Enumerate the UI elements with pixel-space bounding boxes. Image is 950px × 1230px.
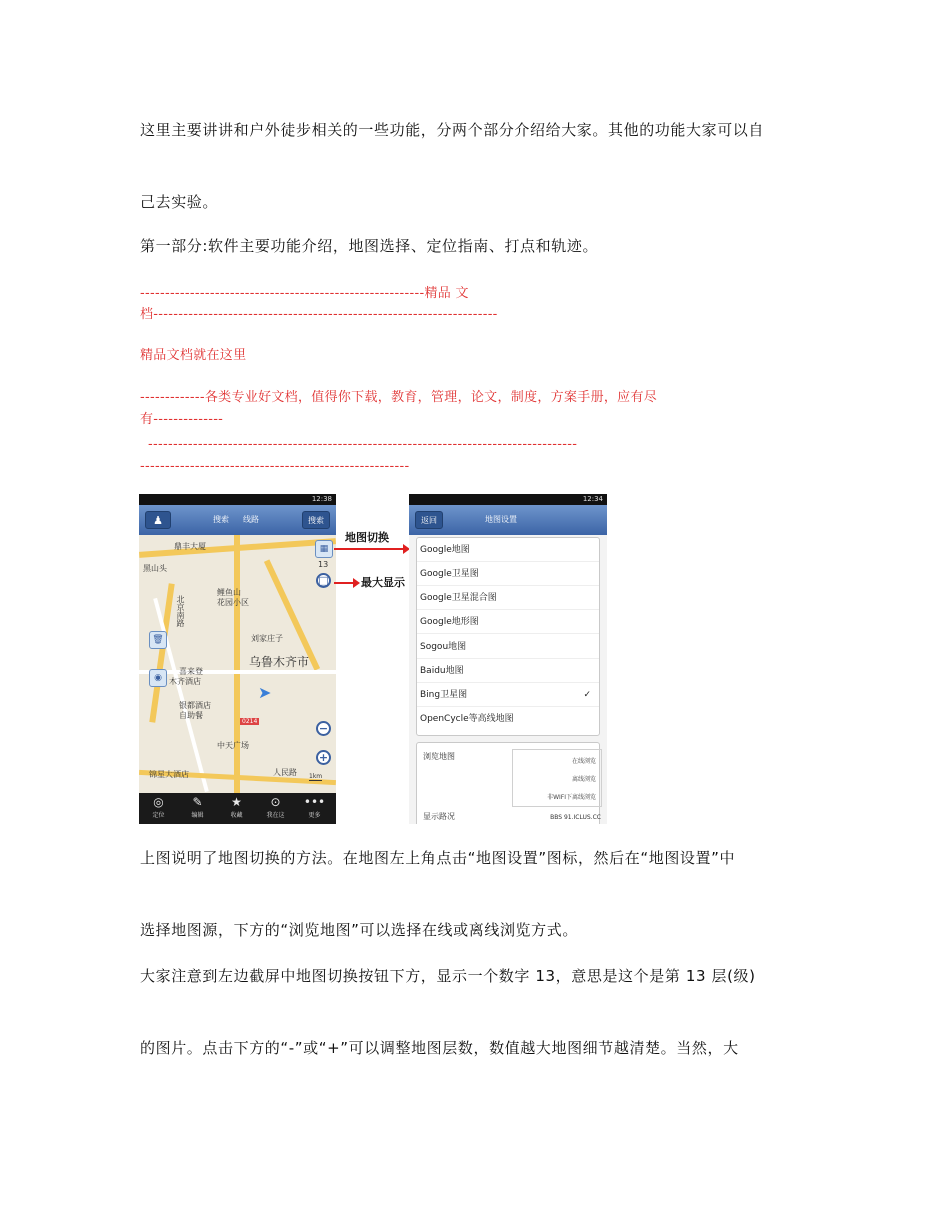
paragraph-3: 第一部分:软件主要功能介绍，地图选择、定位指南、打点和轨迹。 bbox=[140, 237, 599, 255]
road-shield: 0214 bbox=[242, 718, 258, 725]
paragraph-5: 选择地图源，下方的“浏览地图”可以选择在线或离线浏览方式。 bbox=[140, 921, 578, 939]
watermark: BBS 91.ICLUS.CC bbox=[550, 814, 601, 821]
paragraph-2: 己去实验。 bbox=[140, 193, 219, 211]
paragraph-1: 这里主要讲讲和户外徒步相关的一些功能，分两个部分介绍给大家。其他的功能大家可以自 bbox=[140, 121, 765, 139]
browse-options bbox=[512, 749, 602, 807]
road bbox=[139, 670, 336, 674]
bottom-edit[interactable]: ✎ 编辑 bbox=[178, 793, 217, 824]
arrow-icon bbox=[334, 582, 354, 584]
star-icon: ★ bbox=[231, 795, 242, 809]
banner-line-4: -------------各类专业好文档，值得你下载，教育，管理，论文，制度，方案手册，应有尽 bbox=[140, 390, 658, 405]
list-item[interactable]: Google地形图 bbox=[417, 610, 599, 634]
position-arrow-icon: ➤ bbox=[258, 683, 272, 702]
list-item[interactable]: Sogou地图 bbox=[417, 635, 599, 659]
paragraph-6: 大家注意到左边截屏中地图切换按钮下方，显示一个数字 13，意思是这个是第 13 层(级) bbox=[140, 967, 756, 985]
bottom-i-am-here[interactable]: ⊙ 我在这 bbox=[256, 793, 295, 824]
page-title: 地图设置 bbox=[485, 515, 517, 524]
bottom-favorite[interactable]: ★ 收藏 bbox=[217, 793, 256, 824]
map-label: 北京南路 bbox=[176, 595, 185, 627]
zoom-out-icon[interactable]: − bbox=[316, 721, 331, 736]
list-item[interactable]: Google卫星混合图 bbox=[417, 586, 599, 610]
banner-line-6: -------------------------------------------------------------------------------------- bbox=[148, 437, 578, 452]
map-label: 人民路 bbox=[273, 768, 297, 777]
list-item[interactable]: OpenCycle等高线地图 bbox=[420, 714, 514, 724]
map-label: 鼎丰大厦 bbox=[174, 542, 206, 551]
bottom-locate[interactable]: ◎ 定位 bbox=[139, 793, 178, 824]
trash-icon[interactable]: 🗑 bbox=[149, 631, 167, 649]
banner-line-1: ---------------------------------------------------------精品 文 bbox=[140, 286, 469, 301]
option-offline-non-wifi[interactable]: 非WIFI下离线浏览 bbox=[547, 794, 596, 801]
max-display-icon[interactable]: □ bbox=[316, 573, 331, 588]
option-offline[interactable]: 离线浏览 bbox=[571, 776, 596, 783]
status-bar: 12:38 bbox=[139, 494, 336, 505]
more-icon: ••• bbox=[303, 795, 326, 809]
annotation-max-display: 最大显示 bbox=[361, 576, 405, 589]
map-label: 中天广场 bbox=[217, 741, 249, 750]
list-item[interactable]: Google卫星图 bbox=[417, 562, 599, 586]
crosshair-icon: ◎ bbox=[153, 795, 164, 809]
pencil-icon: ✎ bbox=[192, 795, 203, 809]
map-label: 刘家庄子 bbox=[251, 634, 283, 643]
user-icon[interactable]: ♟ bbox=[145, 511, 171, 529]
screenshot-figure bbox=[139, 494, 607, 824]
bottom-bar bbox=[139, 793, 336, 824]
map-label: 花园小区 bbox=[217, 598, 249, 607]
map-view[interactable] bbox=[139, 535, 336, 793]
map-source-list bbox=[416, 537, 600, 736]
annotation-map-switch: 地图切换 bbox=[345, 531, 389, 544]
browse-panel bbox=[416, 742, 600, 824]
map-label: 自助餐 bbox=[179, 711, 203, 720]
tab-search[interactable]: 搜索 bbox=[213, 515, 229, 524]
tab-route[interactable]: 线路 bbox=[243, 515, 259, 524]
pin-icon: ⊙ bbox=[270, 795, 281, 809]
scale-bar: 1km bbox=[309, 773, 323, 780]
top-bar bbox=[409, 505, 607, 535]
arrow-icon bbox=[334, 548, 404, 550]
list-item[interactable]: Baidu地图 bbox=[417, 659, 599, 683]
zoom-in-icon[interactable]: + bbox=[316, 750, 331, 765]
top-bar bbox=[139, 505, 336, 535]
banner-line-3: 精品文档就在这里 bbox=[140, 348, 247, 363]
search-button[interactable]: 搜索 bbox=[302, 511, 330, 529]
list-item-selected[interactable]: Bing卫星图 ✓ bbox=[417, 683, 599, 707]
option-online[interactable]: 在线浏览 bbox=[571, 758, 596, 765]
map-label: 银都酒店 bbox=[179, 701, 211, 710]
locate-icon[interactable]: ◉ bbox=[149, 669, 167, 687]
road bbox=[153, 598, 209, 792]
map-label: 黑山头 bbox=[143, 564, 167, 573]
left-phone-screenshot bbox=[139, 494, 336, 824]
banner-line-5: 有-------------- bbox=[140, 412, 224, 427]
banner-line-2: 档--------------------------------------------------------------------- bbox=[140, 307, 498, 322]
browse-label: 浏览地图 bbox=[423, 752, 455, 761]
right-phone-screenshot bbox=[409, 494, 607, 824]
map-label-city: 乌鲁木齐市 bbox=[249, 655, 310, 669]
list-item[interactable]: Google地图 bbox=[417, 538, 599, 562]
map-settings-icon[interactable]: ▦ bbox=[315, 540, 333, 558]
map-label: 锦星大酒店 bbox=[149, 770, 189, 779]
map-label: 木齐酒店 bbox=[169, 677, 201, 686]
road bbox=[234, 535, 240, 793]
zoom-level: 13 bbox=[318, 560, 329, 569]
paragraph-4: 上图说明了地图切换的方法。在地图左上角点击“地图设置”图标，然后在“地图设置”中 bbox=[140, 849, 736, 867]
show-road-label[interactable]: 显示路况 bbox=[423, 812, 455, 821]
banner-line-7: ------------------------------------------------------ bbox=[140, 459, 410, 474]
map-label: 喜来登 bbox=[179, 667, 203, 676]
check-icon: ✓ bbox=[583, 690, 591, 700]
status-bar: 12:34 bbox=[409, 494, 607, 505]
map-label: 鲤鱼山 bbox=[217, 588, 241, 597]
back-button[interactable]: 返回 bbox=[415, 511, 443, 529]
bottom-more[interactable]: ••• 更多 bbox=[295, 793, 334, 824]
paragraph-7: 的图片。点击下方的“-”或“+”可以调整地图层数，数值越大地图细节越清楚。当然，大 bbox=[140, 1039, 739, 1057]
